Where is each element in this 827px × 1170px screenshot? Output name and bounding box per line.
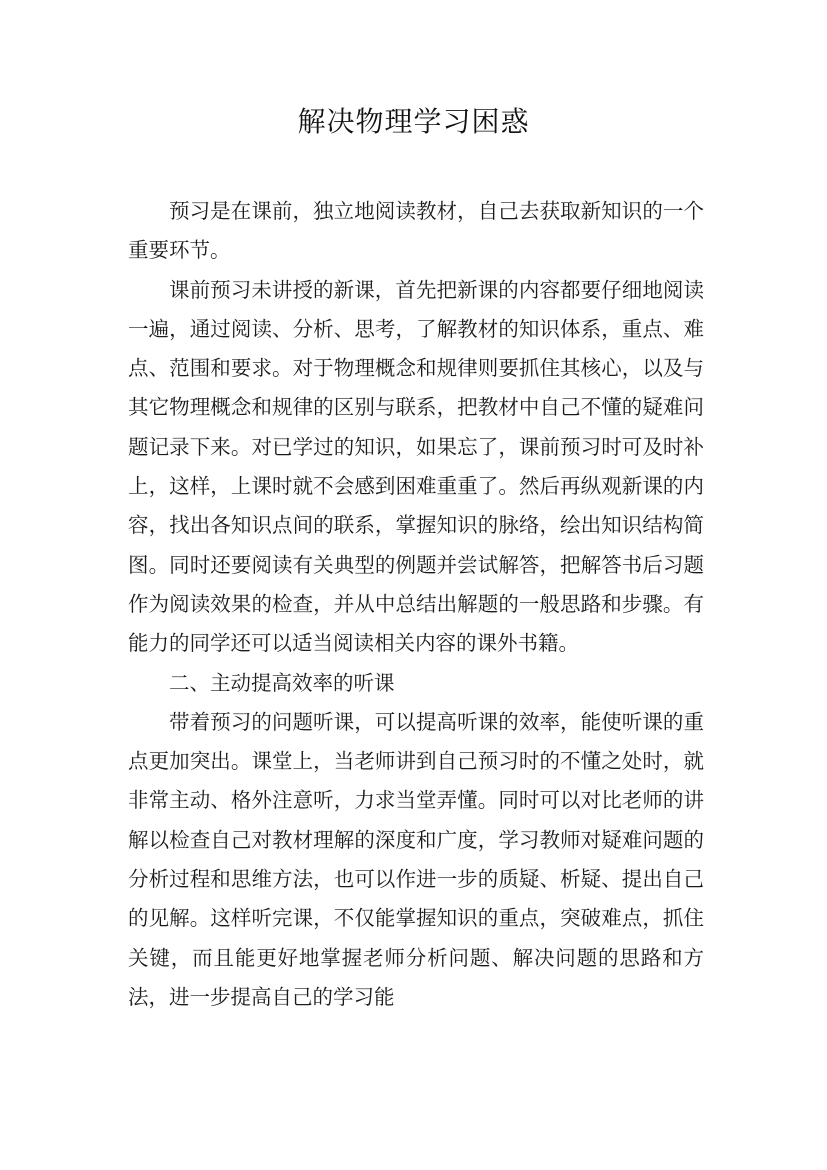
paragraph-listening-details: 带着预习的问题听课，可以提高听课的效率，能使听课的重点更加突出。课堂上，当老师讲到自己预习时的不懂之处时，就非常主动、格外注意听，力求当堂弄懂。同时可以对比老师的讲解以检查自己对教材理解的深度和广度，学习教师对疑难问题的分析过程和思维方法，也可以作进一步的质疑、析疑、提出自己的见解。这样听完课，不仅能掌握知识的重点，突破难点，抓住关键，而且能更好地掌握老师分析问题、解决问题的思路和方法，进一步提高自己的学习能 xyxy=(128,709,704,1009)
paragraph-preview-intro: 预习是在课前，独立地阅读教材，自己去获取新知识的一个重要环节。 xyxy=(128,199,704,263)
document-body xyxy=(128,192,704,1017)
section-heading-listening: 二、主动提高效率的听课 xyxy=(169,670,395,695)
paragraph-preview-details: 课前预习未讲授的新课，首先把新课的内容都要仔细地阅读一遍，通过阅读、分析、思考，了解教材的知识体系，重点、难点、范围和要求。对于物理概念和规律则要抓住其核心，以及与其它物理概念和规律的区别与联系，把教材中自己不懂的疑难问题记录下来。对已学过的知识，如果忘了，课前预习时可及时补上，这样，上课时就不会感到困难重重了。然后再纵观新课的内容，找出各知识点间的联系，掌握知识的脉络，绘出知识结构简图。同时还要阅读有关典型的例题并尝试解答，把解答书后习题作为阅读效果的检查，并从中总结出解题的一般思路和步骤。有能力的同学还可以适当阅读相关内容的课外书籍。 xyxy=(128,277,704,656)
document-title: 解决物理学习困惑 xyxy=(297,105,530,138)
